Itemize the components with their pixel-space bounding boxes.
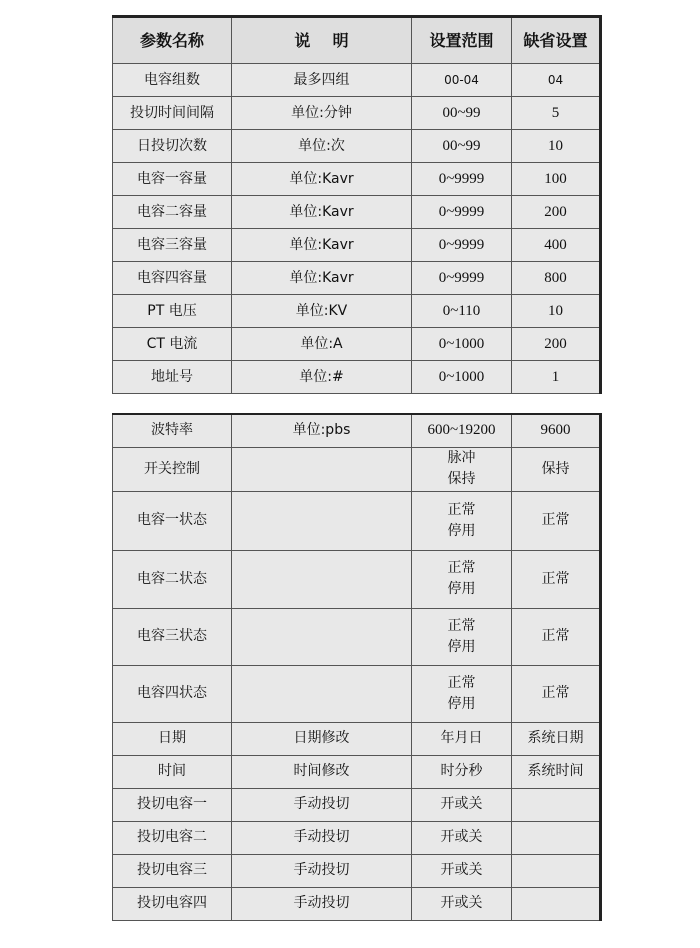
param-range <box>412 821 512 854</box>
parameter-table-1 <box>112 15 602 394</box>
param-description: 日期修改 <box>232 722 412 755</box>
param-range: 0~9999 <box>412 196 512 229</box>
param-description: 单位:pbs <box>232 414 412 447</box>
param-description: 单位:Kavr <box>232 196 412 229</box>
param-range <box>412 447 512 491</box>
param-name: 电容四容量 <box>113 262 232 295</box>
range-option: 正常 <box>447 560 476 576</box>
param-default: 800 <box>512 262 601 295</box>
param-name: 地址号 <box>113 361 232 394</box>
param-name: CT 电流 <box>113 328 232 361</box>
param-description: 单位:# <box>232 361 412 394</box>
param-default <box>512 854 601 887</box>
param-description <box>232 447 412 491</box>
param-name: 投切电容三 <box>113 854 232 887</box>
table-row <box>113 788 601 821</box>
param-name: 电容二容量 <box>113 196 232 229</box>
param-default: 200 <box>512 196 601 229</box>
param-description <box>232 665 412 722</box>
param-range: 00-04 <box>412 64 512 97</box>
table-row <box>113 196 601 229</box>
param-default: 正常 <box>512 665 601 722</box>
param-description: 单位:次 <box>232 130 412 163</box>
range-option: 正常 <box>447 501 476 518</box>
param-default: 100 <box>512 163 601 196</box>
table-row <box>113 821 601 854</box>
range-option: 时分秒 <box>440 763 483 779</box>
header-description: 说 明 <box>232 17 412 64</box>
param-range: 0~110 <box>412 295 512 328</box>
param-description: 单位:Kavr <box>232 262 412 295</box>
param-range: 0~1000 <box>412 361 512 394</box>
param-range <box>412 550 512 608</box>
param-name: 电容一容量 <box>113 163 232 196</box>
table-row <box>113 491 601 550</box>
header-default: 缺省设置 <box>512 17 601 64</box>
param-description: 手动投切 <box>232 821 412 854</box>
param-range <box>412 755 512 788</box>
param-description: 手动投切 <box>232 854 412 887</box>
range-option: 脉冲 <box>447 450 476 466</box>
param-description <box>232 491 412 550</box>
param-name: 电容一状态 <box>113 491 232 550</box>
param-range: 0~9999 <box>412 262 512 295</box>
range-option: 年月日 <box>440 730 483 746</box>
table-row <box>113 887 601 920</box>
table-row <box>113 130 601 163</box>
range-option: 正常 <box>447 674 476 691</box>
param-range <box>412 854 512 887</box>
param-default <box>512 887 601 920</box>
table-row <box>113 163 601 196</box>
table-row <box>113 755 601 788</box>
range-option: 开或关 <box>440 829 483 845</box>
param-description: 手动投切 <box>232 788 412 821</box>
range-option: 开或关 <box>440 796 483 812</box>
param-range <box>412 722 512 755</box>
param-description: 单位:A <box>232 328 412 361</box>
param-default: 正常 <box>512 608 601 665</box>
table-row <box>113 414 601 447</box>
range-option: 停用 <box>447 695 476 712</box>
param-default: 04 <box>512 64 601 97</box>
param-range <box>412 491 512 550</box>
table-row <box>113 64 601 97</box>
param-default: 10 <box>512 295 601 328</box>
param-default: 200 <box>512 328 601 361</box>
param-range <box>412 665 512 722</box>
param-description: 单位:Kavr <box>232 163 412 196</box>
table-row <box>113 97 601 130</box>
param-description: 单位:分钟 <box>232 97 412 130</box>
param-name: 投切时间间隔 <box>113 97 232 130</box>
param-range <box>412 788 512 821</box>
param-default: 系统时间 <box>512 755 601 788</box>
param-range: 00~99 <box>412 130 512 163</box>
param-default <box>512 821 601 854</box>
param-name: 投切电容一 <box>113 788 232 821</box>
param-default: 保持 <box>512 447 601 491</box>
table-row <box>113 854 601 887</box>
range-option: 600~19200 <box>427 422 496 439</box>
param-default: 5 <box>512 97 601 130</box>
param-description: 手动投切 <box>232 887 412 920</box>
param-description: 时间修改 <box>232 755 412 788</box>
param-default <box>512 788 601 821</box>
table-row <box>113 295 601 328</box>
table-row <box>113 361 601 394</box>
range-option: 开或关 <box>440 895 483 911</box>
header-param-name: 参数名称 <box>113 17 232 64</box>
param-name: 投切电容二 <box>113 821 232 854</box>
table-row <box>113 328 601 361</box>
table-row <box>113 665 601 722</box>
param-description: 最多四组 <box>232 64 412 97</box>
param-name: 波特率 <box>113 414 232 447</box>
param-name: 电容二状态 <box>113 550 232 608</box>
param-default: 系统日期 <box>512 722 601 755</box>
header-range: 设置范围 <box>412 17 512 64</box>
param-description <box>232 550 412 608</box>
param-range: 0~1000 <box>412 328 512 361</box>
param-range: 0~9999 <box>412 229 512 262</box>
param-name: 时间 <box>113 755 232 788</box>
param-name: 电容四状态 <box>113 665 232 722</box>
param-name: 开关控制 <box>113 447 232 491</box>
table-row <box>113 722 601 755</box>
table-row <box>113 608 601 665</box>
range-option: 停用 <box>447 522 476 539</box>
param-default: 9600 <box>512 414 601 447</box>
param-default: 400 <box>512 229 601 262</box>
param-name: 电容三容量 <box>113 229 232 262</box>
param-name: 电容三状态 <box>113 608 232 665</box>
parameter-table-2 <box>112 413 602 921</box>
param-description: 单位:Kavr <box>232 229 412 262</box>
param-name: PT 电压 <box>113 295 232 328</box>
param-range: 00~99 <box>412 97 512 130</box>
param-default: 正常 <box>512 491 601 550</box>
range-option: 停用 <box>447 638 476 655</box>
range-option: 停用 <box>447 581 476 597</box>
param-default: 10 <box>512 130 601 163</box>
table-header-row <box>113 17 601 64</box>
param-default: 正常 <box>512 550 601 608</box>
param-range <box>412 414 512 447</box>
param-name: 投切电容四 <box>113 887 232 920</box>
param-default: 1 <box>512 361 601 394</box>
range-option: 正常 <box>447 617 476 634</box>
param-range: 0~9999 <box>412 163 512 196</box>
param-range <box>412 887 512 920</box>
param-description: 单位:KV <box>232 295 412 328</box>
range-option: 开或关 <box>440 862 483 878</box>
table-row <box>113 550 601 608</box>
param-name: 日期 <box>113 722 232 755</box>
range-option: 保持 <box>447 471 476 487</box>
table-row <box>113 262 601 295</box>
table-row <box>113 229 601 262</box>
param-range <box>412 608 512 665</box>
param-name: 电容组数 <box>113 64 232 97</box>
param-description <box>232 608 412 665</box>
table-row <box>113 447 601 491</box>
param-name: 日投切次数 <box>113 130 232 163</box>
